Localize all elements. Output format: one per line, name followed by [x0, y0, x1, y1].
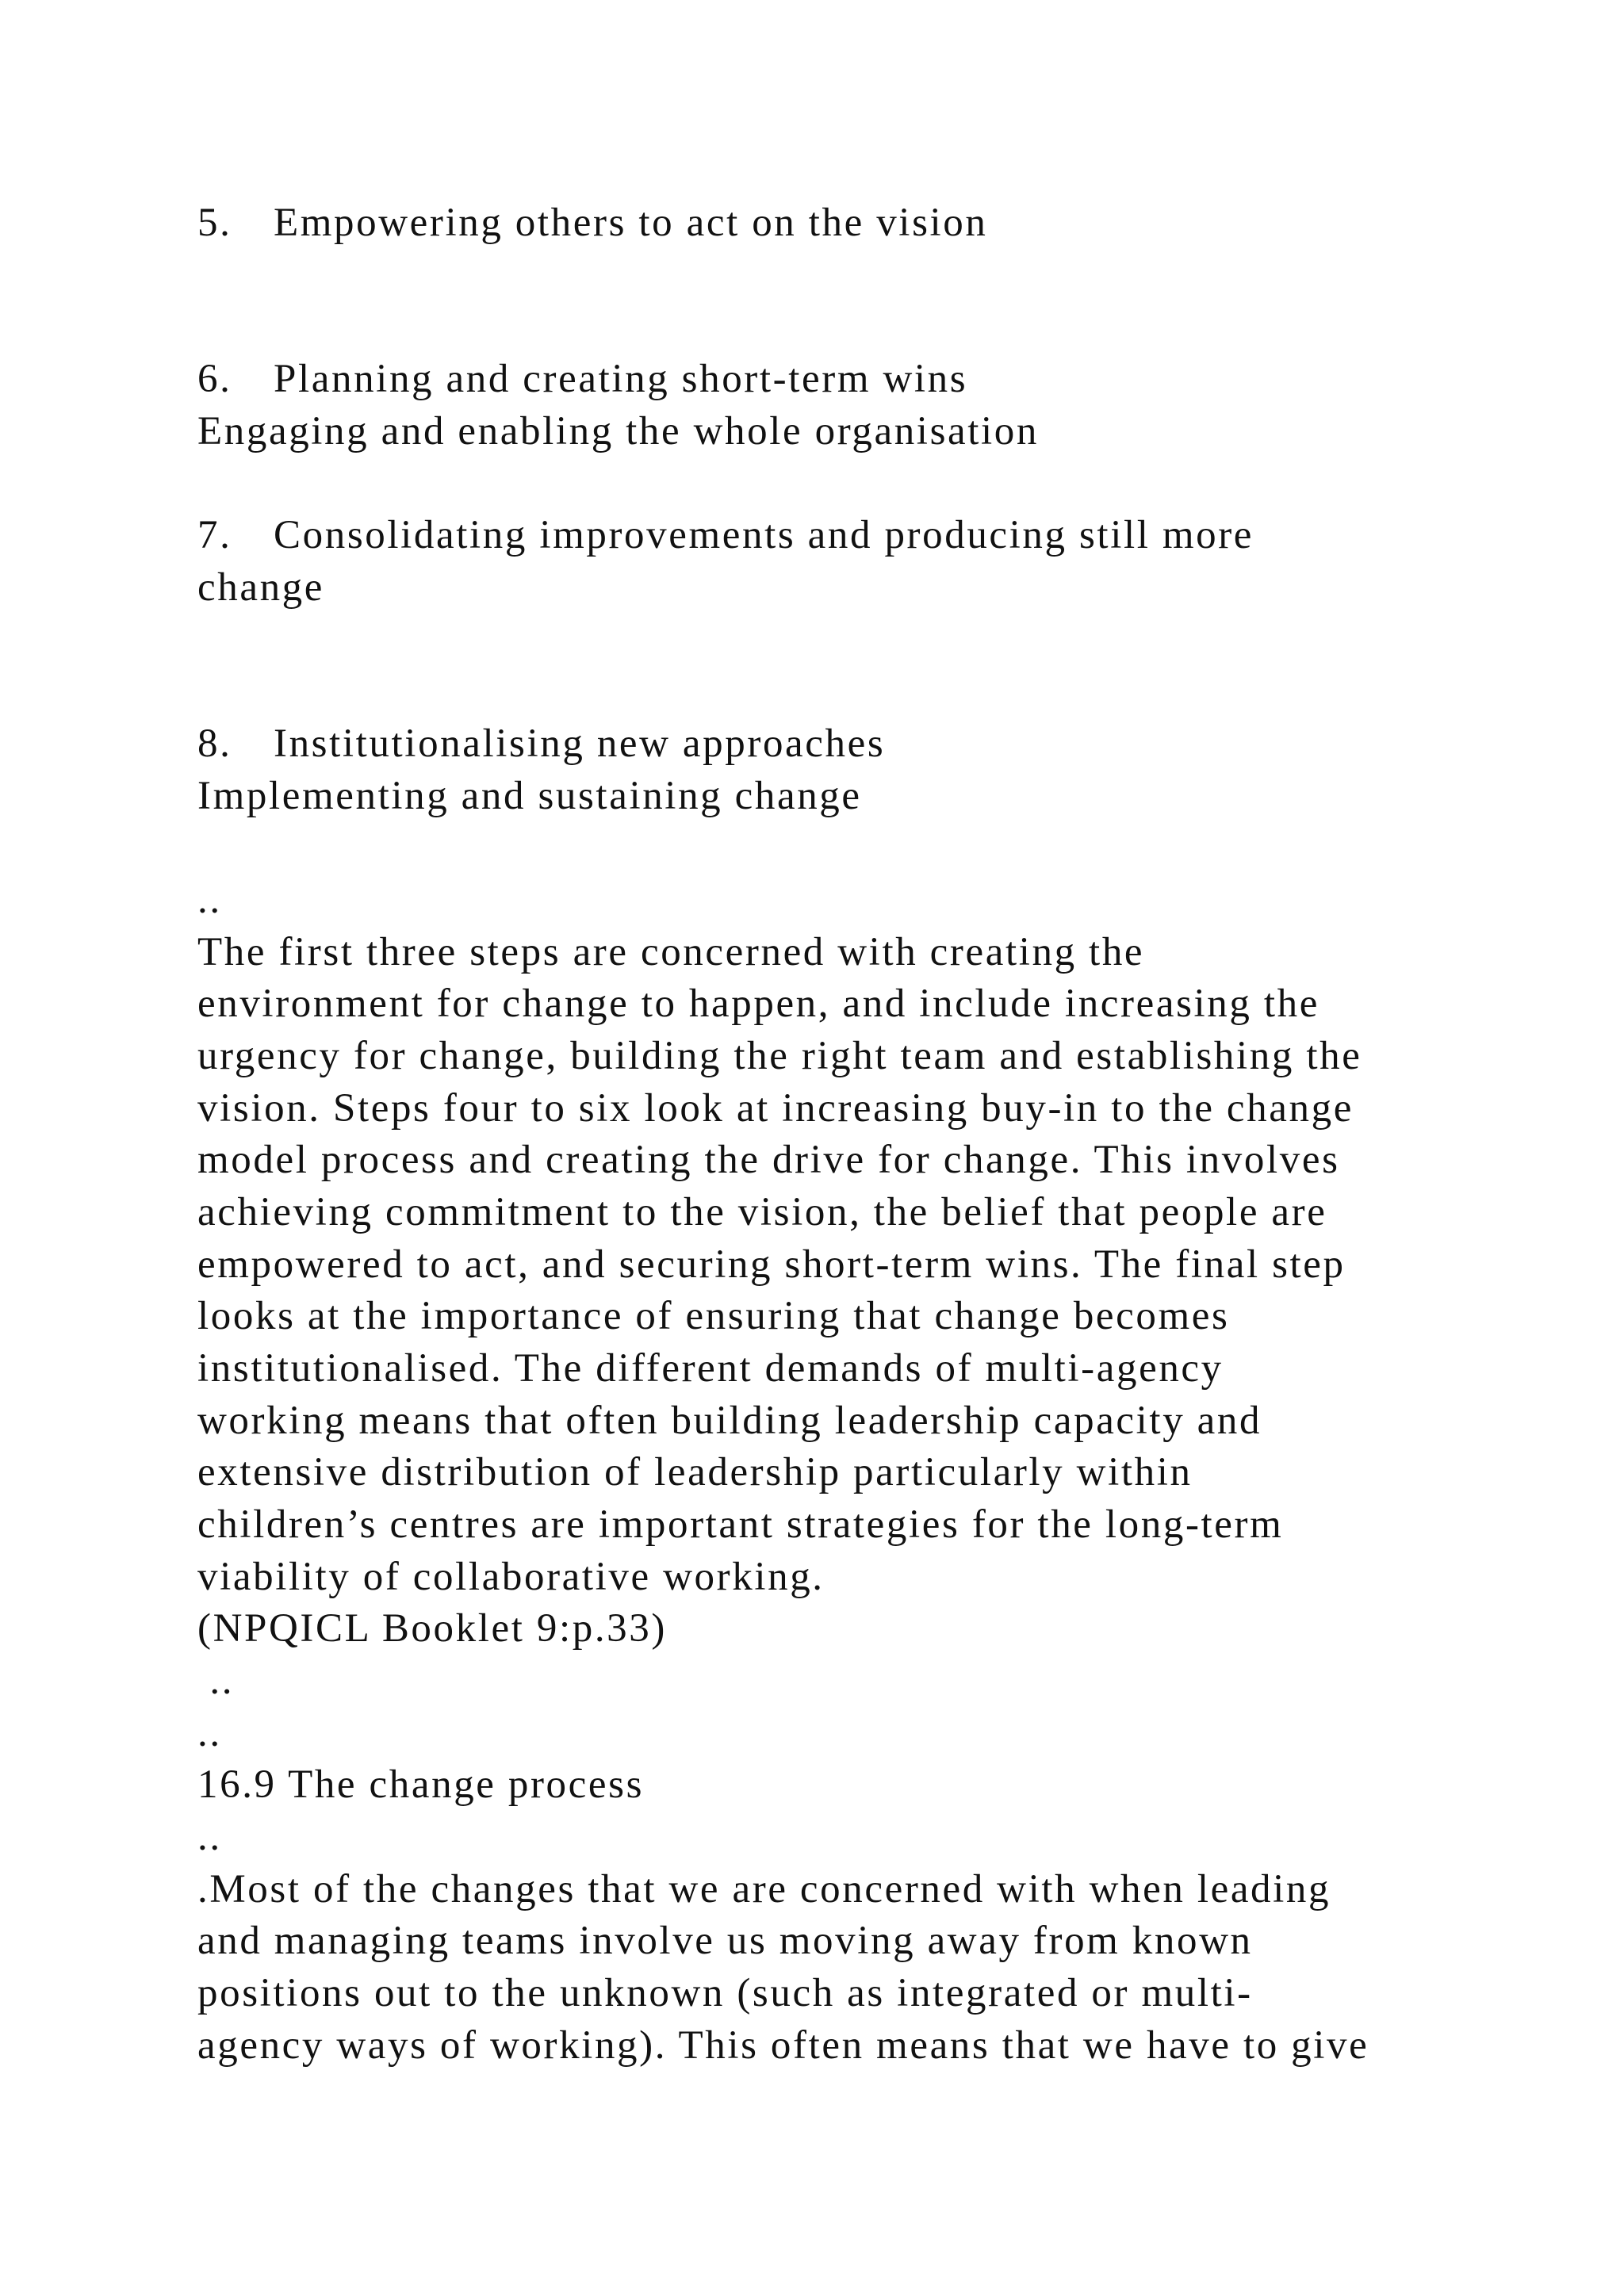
list-item-7 [197, 515, 1254, 556]
paragraph-line: looks at the importance of ensuring that change becomes [197, 1294, 1230, 1338]
paragraph-line: viability of collaborative working. [197, 1555, 825, 1599]
section-heading: 16.9 The change process [197, 1762, 645, 1807]
citation: (NPQICL Booklet 9:p.33) [197, 1606, 667, 1651]
list-number: 8. [197, 721, 232, 766]
paragraph-line: .Most of the changes that we are concerned with when leading [197, 1867, 1331, 1911]
paragraph-line: working means that often building leadership capacity and [197, 1399, 1262, 1443]
list-number: 6. [197, 357, 232, 401]
paragraph-line: model process and creating the drive for change. This involves [197, 1138, 1340, 1182]
separator-dots: .. [197, 878, 222, 922]
separator-dots: .. [197, 1711, 222, 1755]
list-item-6 [197, 359, 967, 400]
list-item-5 [197, 203, 987, 243]
section-label: Implementing and sustaining change [197, 774, 862, 818]
paragraph-line: extensive distribution of leadership particularly within [197, 1450, 1193, 1494]
list-item-8 [197, 721, 886, 766]
paragraph-line: The first three steps are concerned with creating the [197, 930, 1145, 974]
list-number: 7. [197, 513, 232, 557]
paragraph-line: urgency for change, building the right team and establishing the [197, 1034, 1362, 1078]
paragraph-line: empowered to act, and securing short-term wins. The final step [197, 1242, 1346, 1287]
paragraph-line: vision. Steps four to six look at increasing buy-in to the change [197, 1086, 1354, 1131]
list-item-7-continued: change [197, 565, 325, 610]
separator-dots: .. [197, 1815, 222, 1859]
paragraph-line: agency ways of working). This often means that we have to give [197, 2023, 1369, 2068]
list-number: 5. [197, 201, 232, 245]
list-text: Planning and creating short-term wins [274, 357, 968, 401]
paragraph-line: positions out to the unknown (such as integrated or multi- [197, 1971, 1253, 2015]
paragraph-line: and managing teams involve us moving away from known [197, 1919, 1253, 1963]
paragraph-line: environment for change to happen, and include increasing the [197, 982, 1320, 1026]
list-text: Consolidating improvements and producing still more [274, 513, 1254, 557]
list-text: Empowering others to act on the vision [274, 201, 988, 245]
section-label: Engaging and enabling the whole organisation [197, 409, 1039, 453]
separator-dots: .. [197, 1659, 235, 1703]
list-text: Institutionalising new approaches [274, 721, 886, 766]
paragraph-line: achieving commitment to the vision, the belief that people are [197, 1190, 1327, 1234]
paragraph-line: children’s centres are important strategies for the long-term [197, 1502, 1284, 1547]
paragraph-line: institutionalised. The different demands of multi-agency [197, 1346, 1224, 1391]
